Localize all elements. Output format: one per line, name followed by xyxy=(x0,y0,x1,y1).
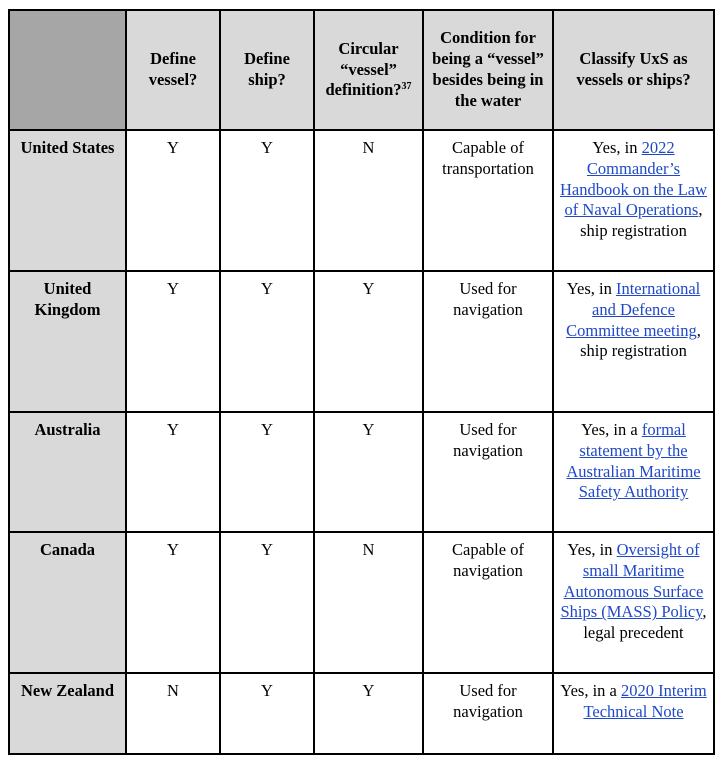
classify-cell xyxy=(553,412,714,532)
country-cell: Australia xyxy=(9,412,126,532)
header-define-ship: Define ship? xyxy=(220,10,314,130)
classify-link[interactable]: Oversight of small Maritime Autonomous Surface Ships (MASS) Policy xyxy=(560,540,704,622)
classify-cell xyxy=(553,130,714,271)
condition-cell: Capable of navigation xyxy=(423,532,553,673)
classify-cell xyxy=(553,532,714,673)
table-row xyxy=(9,271,714,412)
classify-cell xyxy=(553,271,714,412)
define-vessel-cell: Y xyxy=(126,271,220,412)
classify-link[interactable]: International and Defence Committee meeting xyxy=(566,279,701,340)
country-cell: United Kingdom xyxy=(9,271,126,412)
define-vessel-cell: N xyxy=(126,673,220,754)
classify-cell xyxy=(553,673,714,754)
define-vessel-cell: Y xyxy=(126,532,220,673)
circular-cell: Y xyxy=(314,412,423,532)
header-circular-label: Circular “vessel” definition? xyxy=(325,38,402,100)
table-row xyxy=(9,673,714,754)
define-ship-cell: Y xyxy=(220,130,314,271)
country-cell: United States xyxy=(9,130,126,271)
classify-link[interactable]: 2020 Interim Technical Note xyxy=(583,681,707,721)
classify-link[interactable]: formal statement by the Australian Maritime Safety Authority xyxy=(566,420,701,502)
condition-cell: Used for navigation xyxy=(423,412,553,532)
header-classify: Classify UxS as vessels or ships? xyxy=(553,10,714,130)
country-cell: Canada xyxy=(9,532,126,673)
circular-cell: N xyxy=(314,532,423,673)
header-circular-definition xyxy=(314,10,423,130)
circular-cell: Y xyxy=(314,271,423,412)
country-cell: New Zealand xyxy=(9,673,126,754)
classify-prefix: Yes, in xyxy=(567,540,617,559)
header-define-vessel: Define vessel? xyxy=(126,10,220,130)
classify-prefix: Yes, in xyxy=(566,279,616,298)
define-ship-cell: Y xyxy=(220,271,314,412)
define-ship-cell: Y xyxy=(220,412,314,532)
header-row xyxy=(9,10,714,130)
condition-cell: Capable of transportation xyxy=(423,130,553,271)
comparison-table xyxy=(8,9,715,755)
footnote-marker[interactable]: 37 xyxy=(401,81,412,93)
condition-cell: Used for navigation xyxy=(423,271,553,412)
circular-cell: N xyxy=(314,130,423,271)
define-ship-cell: Y xyxy=(220,673,314,754)
define-vessel-cell: Y xyxy=(126,412,220,532)
corner-cell xyxy=(9,10,126,130)
define-vessel-cell: Y xyxy=(126,130,220,271)
table-row xyxy=(9,412,714,532)
table-row xyxy=(9,130,714,271)
table-row xyxy=(9,532,714,673)
classify-prefix: Yes, in a xyxy=(581,420,642,439)
classify-prefix: Yes, in a xyxy=(560,681,621,700)
classify-suffix: , ship registration xyxy=(580,200,703,241)
circular-cell: Y xyxy=(314,673,423,754)
header-condition: Condition for being a “vessel” besides being in the water xyxy=(423,10,553,130)
classify-prefix: Yes, in xyxy=(592,138,642,157)
classify-suffix: , legal precedent xyxy=(583,602,707,643)
classify-link[interactable]: 2022 Commander’s Handbook on the Law of Naval Operations xyxy=(559,138,708,220)
classify-suffix: , ship registration xyxy=(580,320,701,361)
define-ship-cell: Y xyxy=(220,532,314,673)
condition-cell: Used for navigation xyxy=(423,673,553,754)
